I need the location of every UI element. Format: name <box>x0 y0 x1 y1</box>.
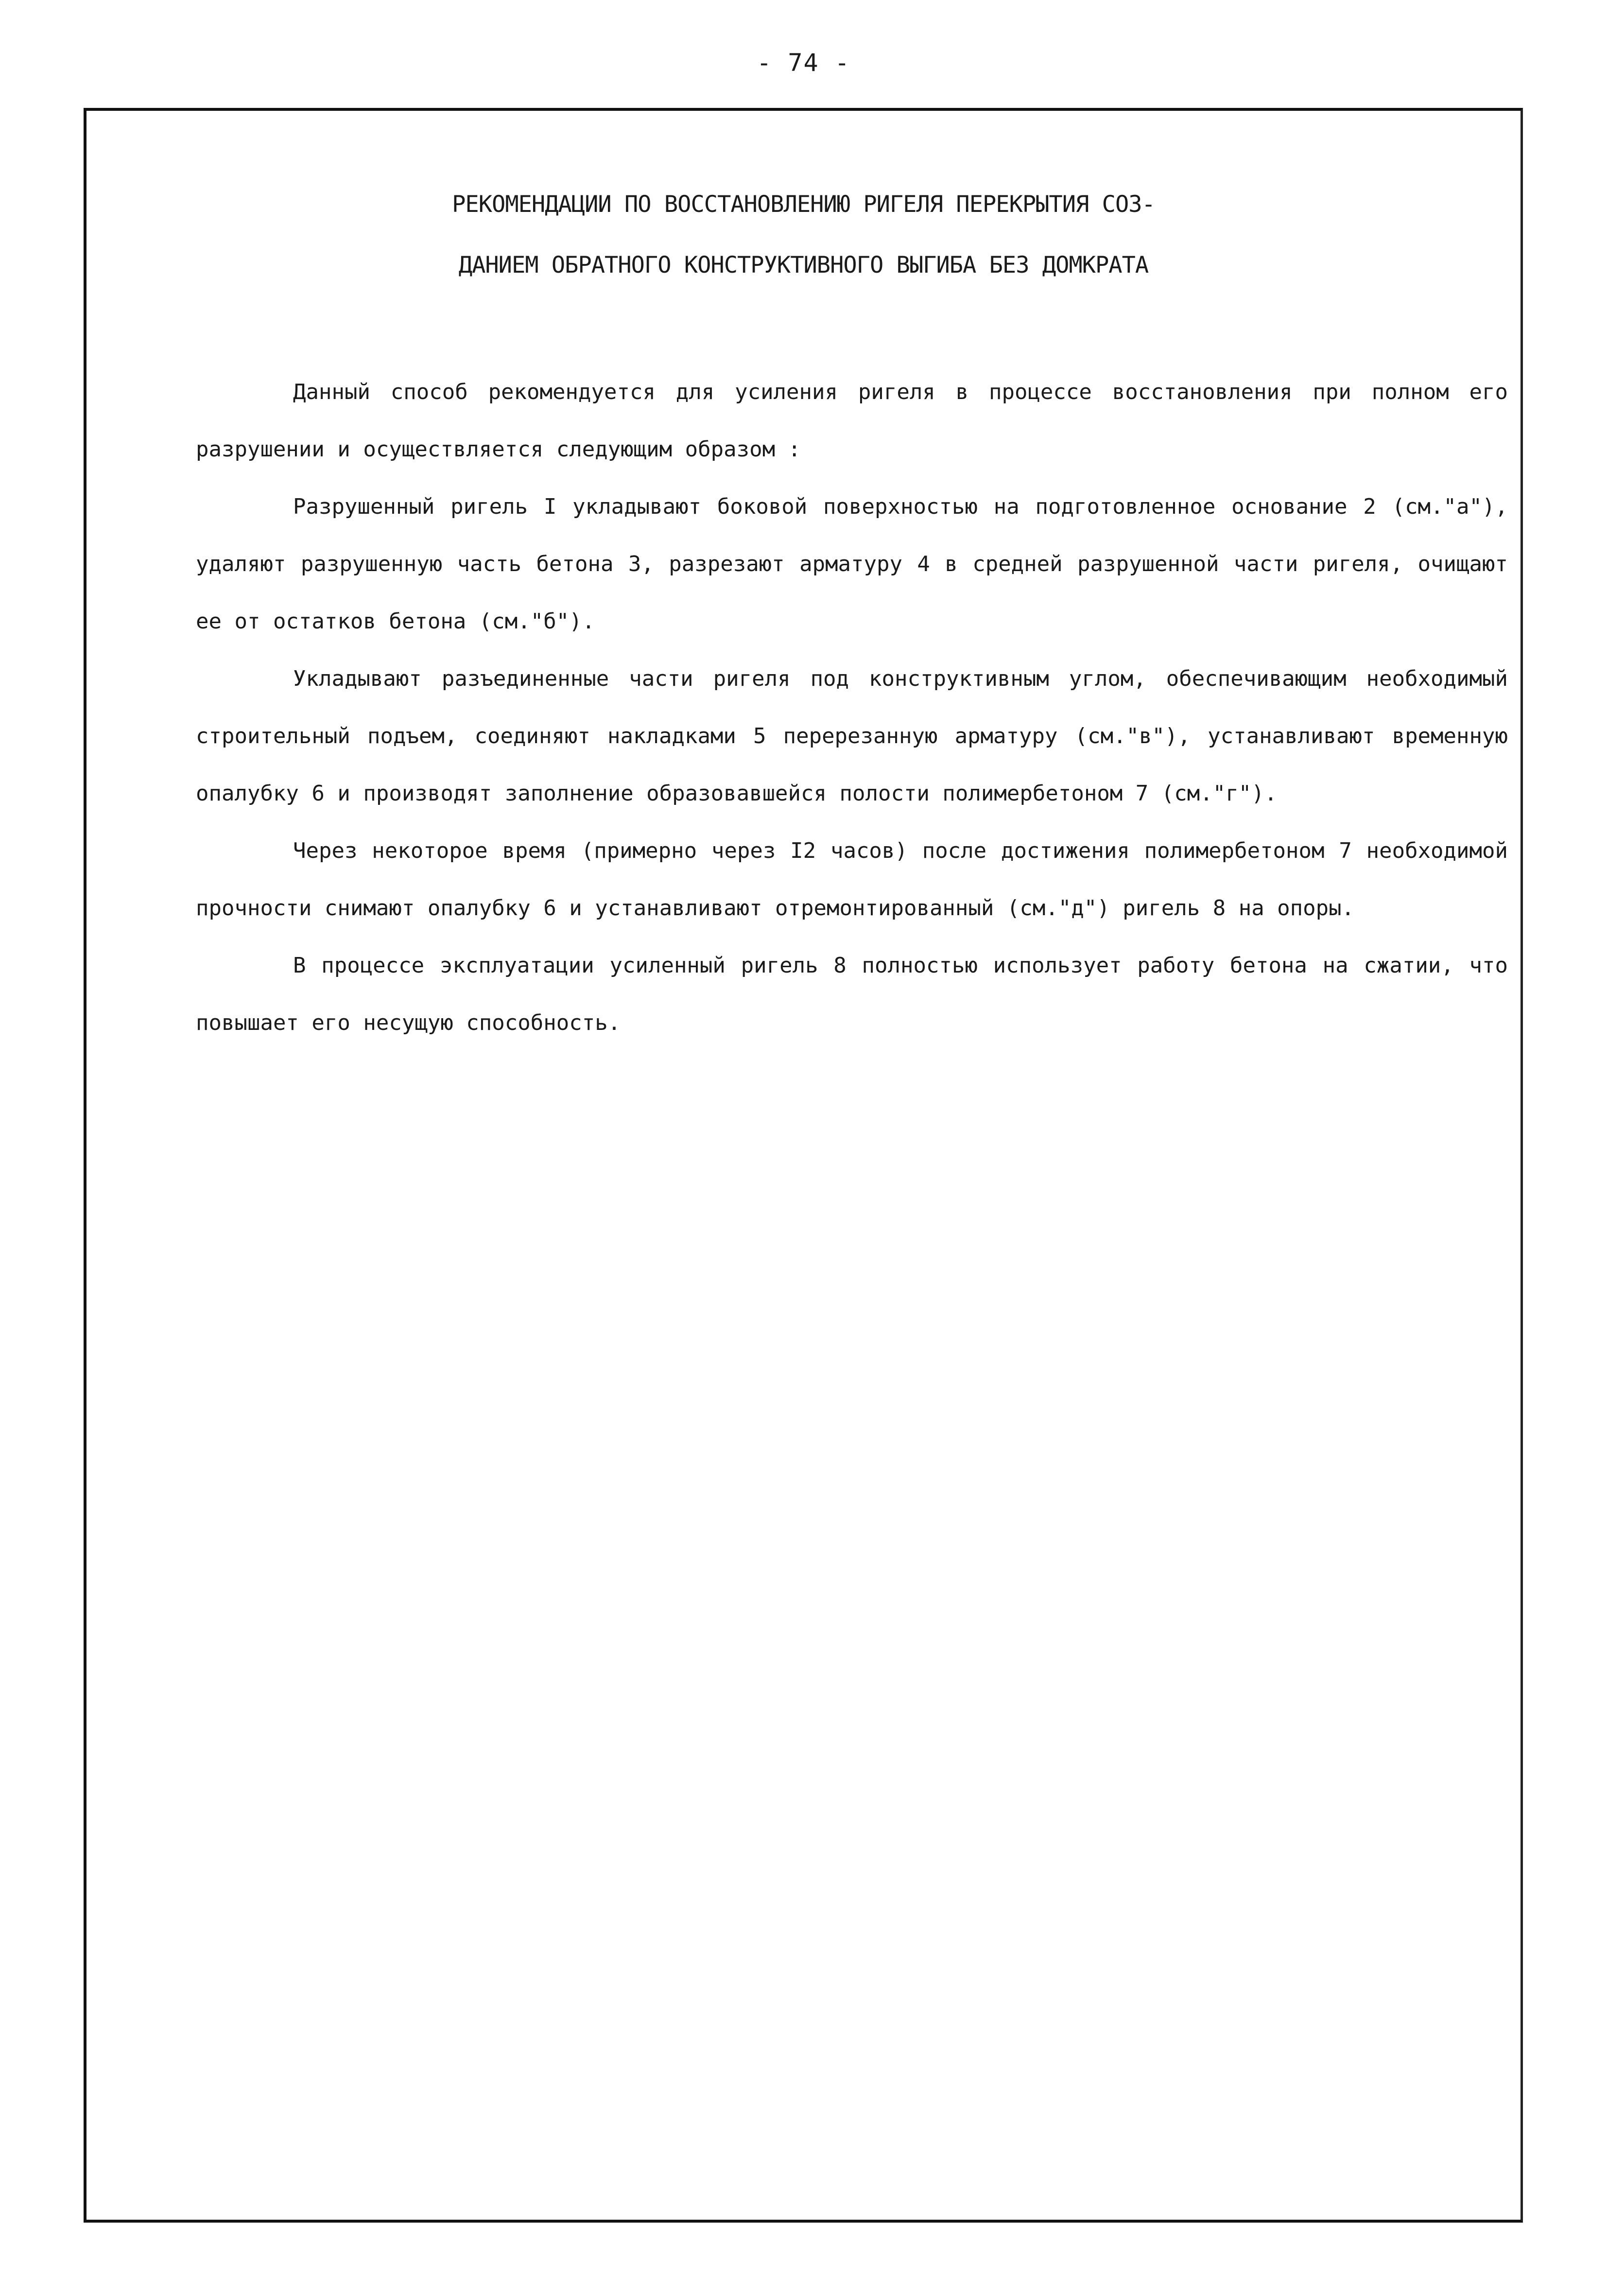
paragraph: Данный способ рекомендуется для усиления ригеля в процессе восстановления при полном его разрушении и осуществляется следующим образом : <box>196 380 1508 462</box>
page-frame <box>84 108 1523 2223</box>
document-title <box>86 174 1521 296</box>
page-number: - 74 - <box>757 49 850 77</box>
title-line-1: РЕКОМЕНДАЦИИ ПО ВОССТАНОВЛЕНИЮ РИГЕЛЯ ПЕРЕКРЫТИЯ СОЗ- <box>452 191 1155 218</box>
paragraph: Укладывают разъединенные части ригеля под конструктивным углом, обеспечивающим необходимый строительный подъем, соединяют накладками 5 перерезанную арматуру (см."в"), устанавливают временную опалубку 6 и производят заполнение образовавшейся полости полимербетоном 7 (см."г"). <box>196 666 1508 806</box>
title-line-2: ДАНИЕМ ОБРАТНОГО КОНСТРУКТИВНОГО ВЫГИБА БЕЗ ДОМКРАТА <box>458 252 1149 278</box>
paragraph: Разрушенный ригель I укладывают боковой поверхностью на подготовленное основание 2 (см."а"), удаляют разрушенную часть бетона 3, разрезают арматуру 4 в средней разрушенной части ригеля, очищают ее от остатков бетона (см."б"). <box>196 494 1508 634</box>
paragraph: Через некоторое время (примерно через I2 часов) после достижения полимербетоном 7 необходимой прочности снимают опалубку 6 и устанавливают отремонтированный (см."д") ригель 8 на опоры. <box>196 838 1508 921</box>
paragraph: В процессе эксплуатации усиленный ригель 8 полностью использует работу бетона на сжатии, что повышает его несущую способность. <box>196 953 1508 1035</box>
document-body <box>196 364 1508 1052</box>
